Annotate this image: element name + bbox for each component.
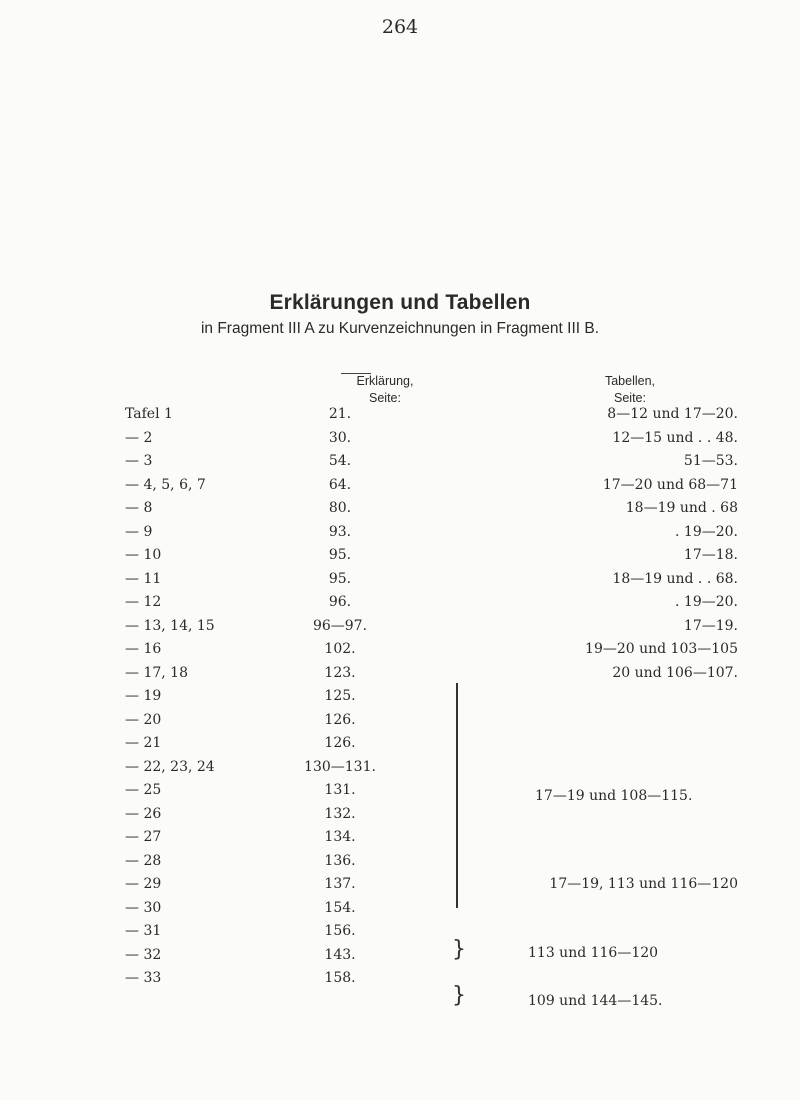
erklaerung-page: 95.	[328, 547, 352, 563]
brace-tafel-30-31: }	[452, 937, 466, 962]
tabellen-ref: 12—15 und . . 48.	[612, 429, 738, 446]
erklaerung-page: 143.	[324, 946, 356, 963]
header-erklaerung	[330, 373, 440, 407]
erklaerung-page: 102.	[324, 641, 356, 657]
erklaerung-page: 80.	[328, 500, 352, 516]
tafel-label: — 27	[125, 829, 162, 845]
table-row	[0, 638, 800, 661]
erklaerung-page: 30.	[328, 429, 352, 446]
erklaerung-page: 125.	[324, 688, 356, 704]
erklaerung-page: 123.	[324, 664, 356, 681]
table-row	[0, 403, 800, 426]
tafel-label: — 3	[125, 453, 153, 469]
brace-tafel-32-33: }	[452, 983, 466, 1008]
header-tabellen	[560, 373, 700, 407]
tafel-label: — 10	[125, 547, 162, 563]
table-row	[0, 497, 800, 520]
table-row	[0, 944, 800, 967]
group-ref-30-31: 113 und 116—120	[528, 945, 659, 961]
erklaerung-page: 137.	[324, 876, 356, 892]
erklaerung-page: 134.	[324, 829, 356, 845]
table-row	[0, 826, 800, 849]
tafel-label: — 22, 23, 24	[125, 758, 215, 775]
table-row	[0, 615, 800, 638]
tafel-label: — 4, 5, 6, 7	[125, 476, 206, 493]
tafel-label: — 20	[125, 711, 162, 728]
table-row	[0, 544, 800, 567]
group-ref-32-33: 109 und 144—145.	[528, 993, 663, 1009]
erklaerung-page: 54.	[328, 453, 352, 469]
tafel-label: — 30	[125, 899, 162, 916]
tabellen-ref: . 19—20.	[675, 594, 738, 610]
tabellen-ref: . 19—20.	[675, 523, 738, 540]
erklaerung-page: 156.	[324, 923, 356, 939]
tabellen-ref: 18—19 und . 68	[625, 500, 738, 516]
tabellen-ref: 17—18.	[683, 547, 738, 563]
erklaerung-page: 64.	[328, 476, 352, 493]
erklaerung-page: 93.	[328, 523, 352, 540]
tabellen-ref: 8—12 und 17—20.	[607, 406, 738, 422]
tafel-label: — 12	[125, 594, 162, 610]
table-row	[0, 474, 800, 497]
tafel-label: — 11	[125, 570, 162, 587]
group-ref-19-28: 17—19 und 108—115.	[535, 788, 693, 804]
tafel-label: — 8	[125, 500, 153, 516]
page-subtitle: in Fragment III A zu Kurvenzeichnungen in Fragment III B.	[200, 320, 600, 337]
tafel-label: — 21	[125, 735, 162, 751]
header-tabellen-line1: Tabellen,	[604, 374, 656, 388]
header-erklaerung-line1: Erklärung,	[356, 374, 414, 388]
tafel-label: — 31	[125, 923, 162, 939]
tafel-label: — 9	[125, 523, 153, 540]
page-number: 264	[381, 16, 419, 38]
table-row	[0, 568, 800, 591]
tabellen-ref: 51—53.	[683, 453, 738, 469]
erklaerung-page: 21.	[328, 406, 352, 422]
table-row	[0, 521, 800, 544]
tafel-label: — 32	[125, 946, 162, 963]
table-row	[0, 591, 800, 614]
header-erklaerung-line2: Seite:	[369, 391, 401, 405]
tabellen-ref: 17—19, 113 und 116—120	[549, 876, 738, 892]
tabellen-ref: 20 und 106—107.	[612, 664, 738, 681]
tafel-label: — 2	[125, 429, 153, 446]
erklaerung-page: 131.	[324, 782, 356, 798]
erklaerung-page: 158.	[324, 970, 356, 986]
table-row	[0, 850, 800, 873]
tabellen-ref: 18—19 und . . 68.	[612, 570, 738, 587]
table-row	[0, 662, 800, 685]
tafel-label: — 26	[125, 805, 162, 822]
tafel-label: — 19	[125, 688, 162, 704]
tabellen-ref: 19—20 und 103—105	[585, 641, 738, 657]
erklaerung-page: 126.	[324, 711, 356, 728]
tafel-label: — 16	[125, 641, 162, 657]
erklaerung-page: 130—131.	[304, 758, 376, 775]
tafel-label: Tafel 1	[125, 406, 173, 422]
erklaerung-page: 95.	[328, 570, 352, 587]
erklaerung-page: 96.	[328, 594, 352, 610]
tafel-label: — 13, 14, 15	[125, 617, 215, 634]
erklaerung-page: 126.	[324, 735, 356, 751]
header-tabellen-line2: Seite:	[614, 391, 646, 405]
erklaerung-page: 154.	[324, 899, 356, 916]
table-row	[0, 450, 800, 473]
table-row	[0, 873, 800, 896]
tafel-label: — 17, 18	[125, 664, 188, 681]
erklaerung-page: 136.	[324, 852, 356, 869]
table-row	[0, 427, 800, 450]
table-row	[0, 756, 800, 779]
page-title: Erklärungen und Tabellen	[269, 291, 531, 314]
erklaerung-page: 96—97.	[312, 617, 368, 634]
table-row	[0, 685, 800, 708]
tafel-label: — 29	[125, 876, 162, 892]
tafel-label: — 28	[125, 852, 162, 869]
table-row	[0, 920, 800, 943]
table-row	[0, 732, 800, 755]
tabellen-ref: 17—19.	[683, 617, 738, 634]
tabellen-ref: 17—20 und 68—71	[602, 476, 738, 493]
tafel-label: — 33	[125, 970, 162, 986]
table-row	[0, 967, 800, 990]
brace-tafel-19-28	[451, 683, 461, 908]
tafel-label: — 25	[125, 782, 162, 798]
erklaerung-page: 132.	[324, 805, 356, 822]
table-row	[0, 709, 800, 732]
table-row	[0, 897, 800, 920]
